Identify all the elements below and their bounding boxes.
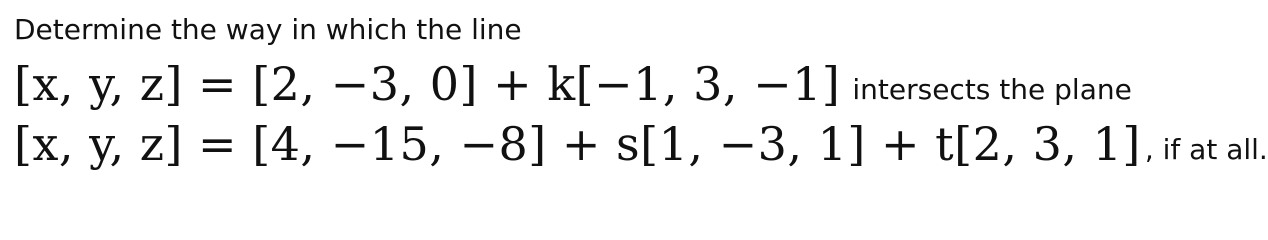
line-equation-suffix: intersects the plane xyxy=(852,73,1132,106)
plane-vector-equation: [x, y, z] = [4, −15, −8] + s[1, −3, 1] + t[2, 3, 1] xyxy=(14,117,1141,171)
plane-equation-suffix: , if at all. xyxy=(1144,133,1268,166)
problem-statement xyxy=(14,0,1268,211)
problem-intro-text: Determine the way in which the line xyxy=(14,13,522,46)
line-vector-equation: [x, y, z] = [2, −3, 0] + k[−1, 3, −1] xyxy=(14,57,841,111)
line-equation-row xyxy=(14,52,1132,116)
plane-equation-row xyxy=(14,112,1268,176)
